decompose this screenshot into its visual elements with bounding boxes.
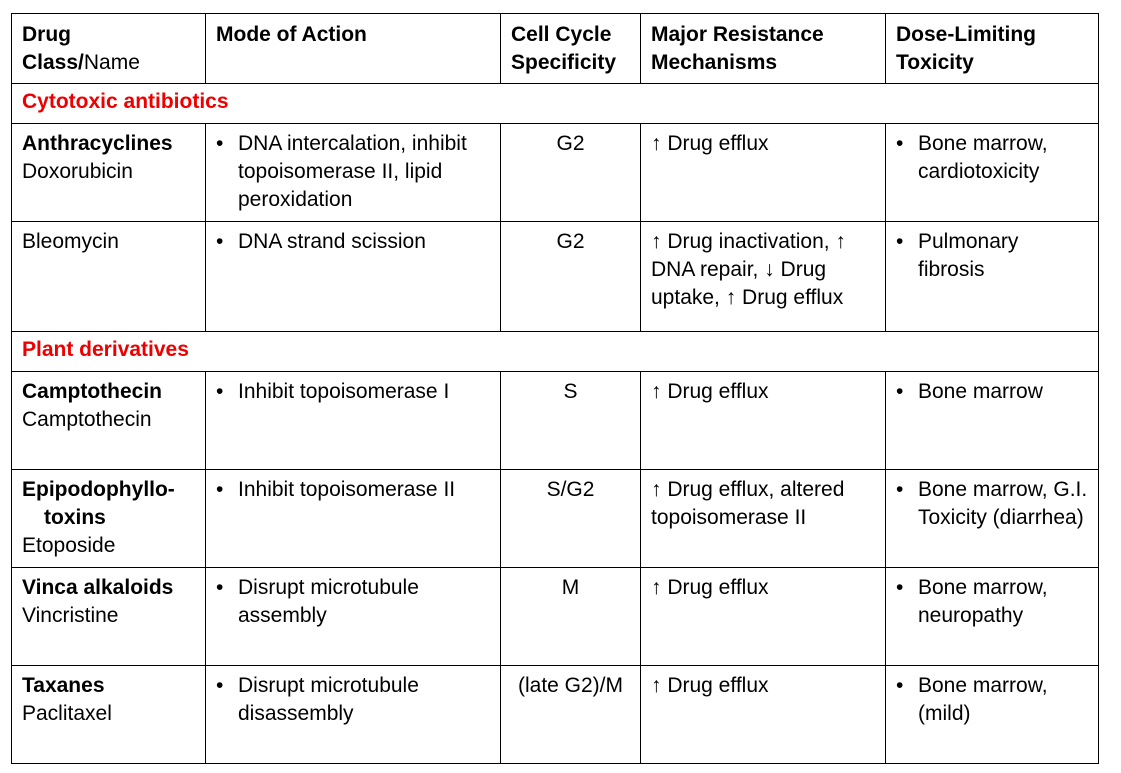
header-resistance-l2: Mechanisms — [651, 51, 778, 74]
resistance-cell: ↑ Drug inactivation, ↑ DNA repair, ↓ Drug uptake, ↑ Drug efflux — [641, 222, 886, 332]
drug-name: Bleomycin — [22, 230, 119, 253]
section-title: Cytotoxic antibiotics — [12, 84, 1099, 124]
drug-name: Doxorubicin — [22, 160, 133, 183]
header-drug-class — [12, 14, 206, 84]
drug-class: Vinca alkaloids — [22, 576, 174, 599]
toxicity-item: • Bone marrow, cardiotoxicity — [896, 130, 1088, 186]
toxicity-item: • Pulmonary fibrosis — [896, 228, 1088, 284]
header-cycle-l1: Cell Cycle — [511, 23, 612, 46]
cycle-cell: S/G2 — [501, 470, 641, 568]
toxicity-item: • Bone marrow, (mild) — [896, 672, 1088, 728]
drug-cell — [12, 372, 206, 470]
drug-class: Anthracyclines — [22, 132, 173, 155]
mode-cell — [206, 124, 501, 222]
mode-item: • Inhibit topoisomerase II — [216, 476, 490, 504]
drug-class: Camptothecin — [22, 380, 163, 403]
table-row — [12, 222, 1099, 332]
table-row — [12, 568, 1099, 666]
toxicity-item: • Bone marrow, neuropathy — [896, 574, 1088, 630]
drug-cell — [12, 470, 206, 568]
mode-cell — [206, 470, 501, 568]
header-drug-text: Drug — [22, 23, 71, 46]
drug-cell — [12, 222, 206, 332]
mode-cell — [206, 568, 501, 666]
mode-cell — [206, 666, 501, 764]
toxicity-cell — [886, 470, 1099, 568]
drug-cell — [12, 568, 206, 666]
mode-cell — [206, 222, 501, 332]
header-toxicity-l1: Dose-Limiting — [896, 23, 1036, 46]
cycle-cell: (late G2)/M — [501, 666, 641, 764]
table-row — [12, 666, 1099, 764]
toxicity-cell — [886, 372, 1099, 470]
header-toxicity-l2: Toxicity — [896, 51, 974, 74]
resistance-cell: ↑ Drug efflux — [641, 568, 886, 666]
header-resistance — [641, 14, 886, 84]
toxicity-item: • Bone marrow — [896, 378, 1088, 406]
header-cycle-l2: Specificity — [511, 51, 617, 74]
resistance-cell: ↑ Drug efflux — [641, 372, 886, 470]
drug-class: Taxanes — [22, 674, 105, 697]
resistance-cell: ↑ Drug efflux — [641, 124, 886, 222]
toxicity-cell — [886, 222, 1099, 332]
drug-name: Etoposide — [22, 534, 116, 557]
drug-table — [11, 13, 1099, 764]
resistance-cell: ↑ Drug efflux — [641, 666, 886, 764]
header-mode: Mode of Action — [206, 14, 501, 84]
cycle-cell: S — [501, 372, 641, 470]
mode-cell — [206, 372, 501, 470]
drug-class: Epipodophyllo- — [22, 478, 175, 501]
drug-name: Paclitaxel — [22, 702, 112, 725]
section-row — [12, 84, 1099, 124]
header-name-text: Name — [83, 51, 140, 74]
resistance-cell: ↑ Drug efflux, altered topoisomerase II — [641, 470, 886, 568]
drug-name: Vincristine — [22, 604, 119, 627]
mode-item: • Inhibit topoisomerase I — [216, 378, 490, 406]
header-resistance-l1: Major Resistance — [651, 23, 824, 46]
cycle-cell: G2 — [501, 124, 641, 222]
section-title: Plant derivatives — [12, 332, 1099, 372]
drug-cell — [12, 124, 206, 222]
drug-class-cont: toxins — [44, 506, 106, 529]
table-row — [12, 372, 1099, 470]
mode-item: • DNA intercalation, inhibit topoisomerase II, lipid peroxidation — [216, 130, 490, 214]
toxicity-cell — [886, 568, 1099, 666]
header-class-text: Class/ — [22, 51, 84, 74]
mode-item: • Disrupt microtubule assembly — [216, 574, 490, 630]
header-row — [12, 14, 1099, 84]
header-cycle — [501, 14, 641, 84]
table-row — [12, 470, 1099, 568]
toxicity-cell — [886, 666, 1099, 764]
mode-item: • Disrupt microtubule disassembly — [216, 672, 490, 728]
drug-name: Camptothecin — [22, 408, 152, 431]
section-row — [12, 332, 1099, 372]
drug-cell — [12, 666, 206, 764]
toxicity-item: • Bone marrow, G.I. Toxicity (diarrhea) — [896, 476, 1088, 532]
header-toxicity — [886, 14, 1099, 84]
cycle-cell: M — [501, 568, 641, 666]
toxicity-cell — [886, 124, 1099, 222]
table-row — [12, 124, 1099, 222]
cycle-cell: G2 — [501, 222, 641, 332]
mode-item: • DNA strand scission — [216, 228, 490, 256]
